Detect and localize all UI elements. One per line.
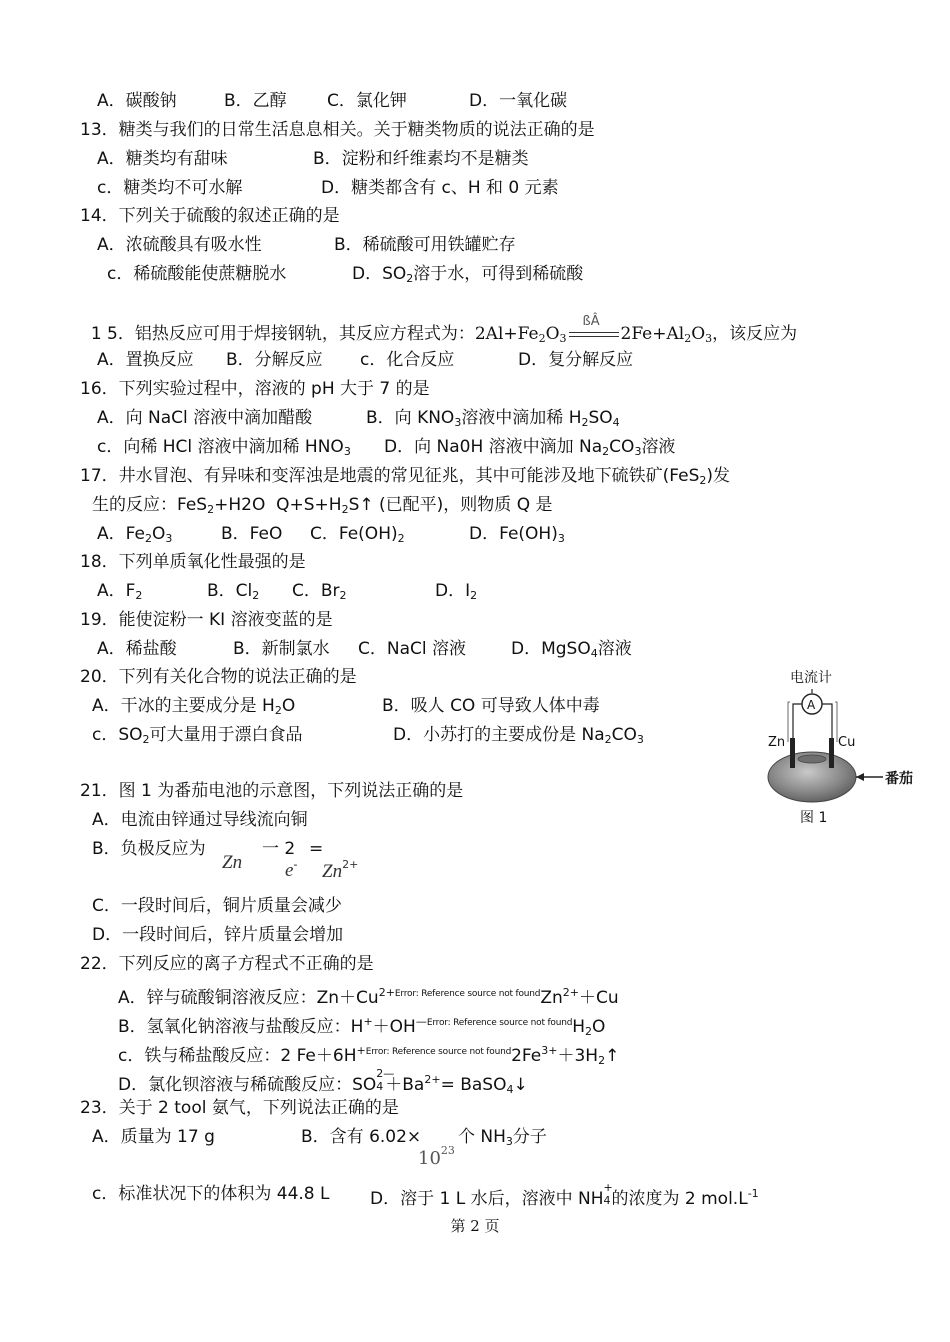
zn-label: Zn xyxy=(768,735,786,750)
q15-reaction-arrow: ßÂ xyxy=(567,323,621,345)
q20-stem: 20．下列有关化合物的说法正确的是 xyxy=(80,667,357,687)
q19-stem: 19．能使淀粉一 KI 溶液变蓝的是 xyxy=(80,610,333,630)
q15-equation-left: $2Al+Fe_2O_3$ xyxy=(474,324,567,345)
q16-option-a: A．向 NaCl 溶液中滴加醋酸 xyxy=(97,408,313,428)
q17-option-c: C．$Fe(OH)_2$ xyxy=(310,524,405,545)
zinc-electrode xyxy=(790,738,795,768)
q22-option-a: A．锌与硫酸铜溶液反应：$Zn+Cu^{2+Error: Reference source not found}Zn^{2+}+Cu$ xyxy=(118,986,619,1008)
q17-stem: 17．井水冒泡、有异味和变浑浊是地震的常见征兆，其中可能涉及地下硫铁矿(FeS$_2$)发 xyxy=(80,466,731,487)
q17-reaction-line: 生的反应：FeS$_2$+H2O $Q+S+H_2S↑$ (已配平)，则物质 Q 是 xyxy=(92,495,553,516)
q13-option-c: c．糖类均不可水解 xyxy=(97,178,243,198)
q18-option-c: C．$Br_2$ xyxy=(292,581,347,602)
q15-equation-right: $2Fe+Al_2O_3$ xyxy=(620,324,713,345)
q15-option-a: A．置换反应 xyxy=(97,350,194,370)
q16-option-b: B．向 $KNO_3$溶液中滴加稀 $H_2SO_4$ xyxy=(366,408,620,429)
page-number: 第 2 页 xyxy=(450,1217,500,1235)
q20-option-a: A．干冰的主要成分是 $H_2O$ xyxy=(92,696,296,717)
q21-stem: 21．图 1 为番茄电池的示意图，下列说法正确的是 xyxy=(80,781,464,801)
tomato-battery-diagram xyxy=(760,664,940,834)
q14-option-a: A．浓硫酸具有吸水性 xyxy=(97,235,262,255)
q23-option-d: D．溶于 1 L 水后，溶液中 NH + 4 的浓度为 2 $mol.L^{-1}$ xyxy=(370,1181,759,1209)
q21-option-c: C．一段时间后，铜片质量会减少 xyxy=(92,896,342,916)
q14-stem: 14．下列关于硫酸的叙述正确的是 xyxy=(80,206,340,226)
q16-stem: 16．下列实验过程中，溶液的 pH 大于 7 的是 xyxy=(80,379,430,399)
tomato-battery-figure xyxy=(760,664,940,834)
q15-stem: 1 5．铝热反应可用于焊接钢轨，其反应方程式为：$2Al+Fe_2O_3$ ßÂ $2Fe+Al_2O_3$，该反应为 xyxy=(90,314,798,345)
q21-option-b-electron: e- xyxy=(285,858,298,881)
q20-option-d: D．小苏打的主要成份是 $Na_2CO_3$ xyxy=(393,725,644,746)
q19-option-c: C．NaCl 溶液 xyxy=(358,639,467,659)
q13-option-a: A．糖类均有甜味 xyxy=(97,149,228,169)
q12-option-a: A．碳酸钠 xyxy=(97,91,177,111)
q12-option-c: C．氯化钾 xyxy=(327,91,407,111)
arrow-icon xyxy=(856,773,864,781)
q22-option-d: D．氯化钡溶液与稀硫酸反应：SO 2— 4 $+Ba^{2+}=$ BaSO$_4$↓ xyxy=(118,1067,528,1096)
q21-option-b-equals: = xyxy=(309,839,324,859)
q23-option-a: A．质量为 17 g xyxy=(92,1127,215,1147)
q14-option-b: B．稀硫酸可用铁罐贮存 xyxy=(334,235,516,255)
q23-stem: 23．关于 2 tool 氨气，下列说法正确的是 xyxy=(80,1098,399,1118)
ammeter-symbol: A xyxy=(807,698,816,712)
q21-option-b-equation: Zn xyxy=(222,852,243,873)
q20-option-c: c．$SO_2$可大量用于漂白食品 xyxy=(92,725,303,746)
q15-option-c: c．化合反应 xyxy=(360,350,455,370)
q21-option-b-label: B．负极反应为 xyxy=(92,839,206,859)
q16-option-d: D．向 Na0H 溶液中滴加 $Na_2CO_3$溶液 xyxy=(384,437,676,458)
q12-option-b: B．乙醇 xyxy=(224,91,287,111)
q18-stem: 18．下列单质氧化性最强的是 xyxy=(80,552,306,572)
q21-option-b-product: $Zn^{2+}$ xyxy=(322,858,359,882)
q19-option-b: B．新制氯水 xyxy=(233,639,330,659)
q23-option-c: c．标准状况下的体积为 44.8 L xyxy=(92,1184,330,1204)
meter-label: 电流计 xyxy=(790,670,832,686)
q13-stem: 13．糖类与我们的日常生活息息相关。关于糖类物质的说法正确的是 xyxy=(80,120,595,140)
q21-option-a: A．电流由锌通过导线流向铜 xyxy=(92,810,308,830)
q15-option-d: D．复分解反应 xyxy=(518,350,634,370)
q21-option-d: D．一段时间后，锌片质量会增加 xyxy=(92,925,344,945)
q20-option-b: B．吸人 CO 可导致人体中毒 xyxy=(382,696,600,716)
q14-option-c: c．稀硫酸能使蔗糖脱水 xyxy=(107,264,287,284)
q13-option-d: D．糖类都含有 c、H 和 0 元素 xyxy=(321,178,559,198)
q14-option-d: D．$SO_2$溶于水，可得到稀硫酸 xyxy=(352,264,584,285)
q18-option-b: B．$Cl_2$ xyxy=(207,581,260,602)
q16-option-c: c．向稀 HCl 溶液中滴加稀 $HNO_3$ xyxy=(97,437,351,458)
q23-option-b: B．含有 6.02× xyxy=(301,1127,422,1147)
q17-option-d: D．$Fe(OH)_3$ xyxy=(469,524,565,545)
q18-option-a: A．$F_2$ xyxy=(97,581,143,602)
q18-option-d: D．$I_2$ xyxy=(435,581,478,602)
q22-stem: 22．下列反应的离子方程式不正确的是 xyxy=(80,954,374,974)
q19-option-d: D．MgSO$_4$溶液 xyxy=(511,639,632,660)
q12-option-d: D．一氧化碳 xyxy=(469,91,568,111)
q23-option-b-power: $10^{23}$ xyxy=(418,1144,455,1169)
q19-option-a: A．稀盐酸 xyxy=(97,639,177,659)
q17-option-a: A．$Fe_2O_3$ xyxy=(97,524,173,545)
copper-electrode xyxy=(829,738,834,768)
q13-option-b: B．淀粉和纤维素均不是糖类 xyxy=(313,149,529,169)
q22-option-b: B．氢氧化钠溶液与盐酸反应：$H^++OH^{—Error: Reference source not found}H_2O$ xyxy=(118,1015,606,1038)
cu-label: Cu xyxy=(838,735,856,750)
q23-option-b-tail: 个 $NH_3$分子 xyxy=(458,1127,547,1148)
figure-caption: 图 1 xyxy=(800,810,828,826)
tomato-label: 番茄 xyxy=(885,771,913,787)
q22-option-c: c．铁与稀盐酸反应：2 $Fe+6H^{+Error: Reference source not found}2Fe^{3+}+3H_2↑$ xyxy=(118,1044,620,1067)
q15-option-b: B．分解反应 xyxy=(226,350,323,370)
q17-option-b: B．FeO xyxy=(221,524,283,544)
q21-option-b-minus: 一 2 xyxy=(262,839,296,859)
